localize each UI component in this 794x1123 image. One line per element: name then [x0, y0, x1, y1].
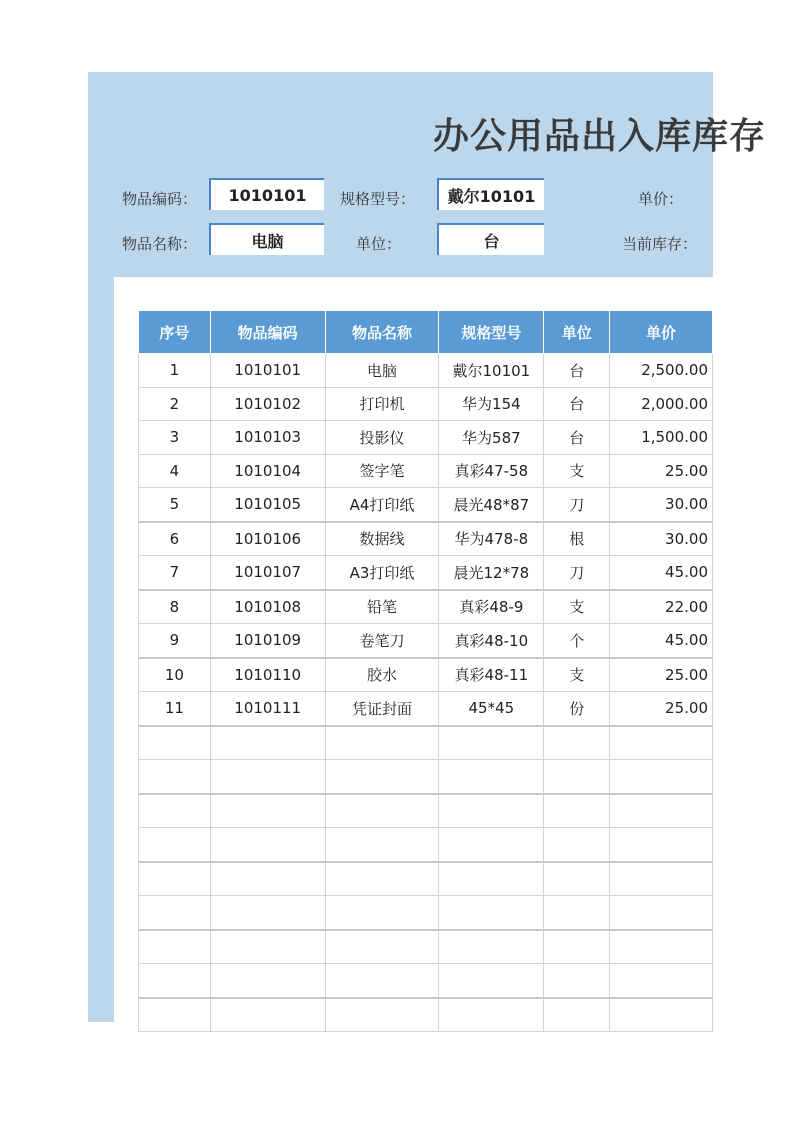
empty-cell[interactable] — [610, 828, 713, 862]
empty-cell[interactable] — [544, 794, 610, 828]
empty-cell[interactable] — [544, 930, 610, 964]
cell-index[interactable]: 1 — [139, 354, 211, 388]
cell-code[interactable]: 1010111 — [210, 692, 325, 726]
cell-unit[interactable]: 台 — [544, 387, 610, 421]
name-field[interactable]: 电脑 — [209, 223, 324, 255]
empty-cell[interactable] — [439, 828, 544, 862]
header-price[interactable]: 单价 — [610, 311, 713, 354]
cell-index[interactable]: 4 — [139, 454, 211, 488]
cell-code[interactable]: 1010107 — [210, 556, 325, 590]
cell-index[interactable]: 2 — [139, 387, 211, 421]
cell-name[interactable]: 卷笔刀 — [325, 624, 439, 658]
cell-code[interactable]: 1010106 — [210, 522, 325, 556]
cell-unit[interactable]: 台 — [544, 354, 610, 388]
header-code[interactable]: 物品编码 — [210, 311, 325, 354]
cell-unit[interactable]: 台 — [544, 421, 610, 455]
empty-cell[interactable] — [139, 760, 211, 794]
empty-cell[interactable] — [610, 726, 713, 760]
empty-cell[interactable] — [544, 828, 610, 862]
cell-price[interactable]: 25.00 — [610, 658, 713, 692]
unit-field[interactable]: 台 — [437, 223, 544, 255]
empty-table-row — [139, 964, 713, 998]
empty-table-row — [139, 862, 713, 896]
cell-price[interactable]: 22.00 — [610, 590, 713, 624]
cell-unit[interactable]: 份 — [544, 692, 610, 726]
empty-table-row — [139, 930, 713, 964]
cell-spec[interactable]: 真彩48-11 — [439, 658, 544, 692]
empty-cell[interactable] — [439, 896, 544, 930]
cell-price[interactable]: 45.00 — [610, 556, 713, 590]
cell-code[interactable]: 1010110 — [210, 658, 325, 692]
table-row — [139, 387, 713, 421]
table-body — [139, 354, 713, 1032]
table-row — [139, 590, 713, 624]
cell-unit[interactable]: 根 — [544, 522, 610, 556]
spec-field[interactable]: 戴尔10101 — [437, 178, 544, 210]
cell-spec[interactable]: 华为478-8 — [439, 522, 544, 556]
empty-table-row — [139, 998, 713, 1032]
empty-cell[interactable] — [439, 930, 544, 964]
cell-spec[interactable]: 晨光12*78 — [439, 556, 544, 590]
empty-cell[interactable] — [139, 862, 211, 896]
cell-price[interactable]: 45.00 — [610, 624, 713, 658]
empty-cell[interactable] — [210, 896, 325, 930]
empty-cell[interactable] — [325, 862, 439, 896]
cell-spec[interactable]: 真彩48-9 — [439, 590, 544, 624]
table-row — [139, 454, 713, 488]
cell-unit[interactable]: 个 — [544, 624, 610, 658]
unit-label: 单位： — [356, 235, 402, 253]
header-name[interactable]: 物品名称 — [325, 311, 439, 354]
cell-code[interactable]: 1010109 — [210, 624, 325, 658]
empty-cell[interactable] — [544, 862, 610, 896]
cell-spec[interactable]: 晨光48*87 — [439, 488, 544, 522]
empty-cell[interactable] — [544, 726, 610, 760]
empty-cell[interactable] — [439, 964, 544, 998]
cell-spec[interactable]: 戴尔10101 — [439, 354, 544, 388]
cell-index[interactable]: 9 — [139, 624, 211, 658]
empty-cell[interactable] — [610, 930, 713, 964]
empty-cell[interactable] — [210, 930, 325, 964]
empty-cell[interactable] — [610, 896, 713, 930]
empty-cell[interactable] — [210, 862, 325, 896]
cell-price[interactable]: 2,000.00 — [610, 387, 713, 421]
page-title: 办公用品出入库库存 — [433, 116, 767, 157]
code-field[interactable]: 1010101 — [209, 178, 324, 210]
empty-cell[interactable] — [139, 726, 211, 760]
cell-unit[interactable]: 支 — [544, 454, 610, 488]
empty-table-row — [139, 828, 713, 862]
table-row — [139, 354, 713, 388]
cell-name[interactable]: A4打印纸 — [325, 488, 439, 522]
cell-unit[interactable]: 支 — [544, 590, 610, 624]
inventory-sheet — [88, 72, 767, 1022]
cell-unit[interactable]: 刀 — [544, 556, 610, 590]
cell-name[interactable]: 签字笔 — [325, 454, 439, 488]
empty-cell[interactable] — [210, 828, 325, 862]
cell-price[interactable]: 25.00 — [610, 454, 713, 488]
empty-cell[interactable] — [325, 896, 439, 930]
cell-code[interactable]: 1010105 — [210, 488, 325, 522]
cell-price[interactable]: 2,500.00 — [610, 354, 713, 388]
empty-cell[interactable] — [210, 794, 325, 828]
empty-cell[interactable] — [325, 760, 439, 794]
cell-spec[interactable]: 华为154 — [439, 387, 544, 421]
cell-name[interactable]: A3打印纸 — [325, 556, 439, 590]
cell-name[interactable]: 电脑 — [325, 354, 439, 388]
cell-code[interactable]: 1010103 — [210, 421, 325, 455]
cell-name[interactable]: 投影仪 — [325, 421, 439, 455]
table-row — [139, 624, 713, 658]
empty-cell[interactable] — [610, 964, 713, 998]
table-row — [139, 421, 713, 455]
empty-cell[interactable] — [610, 862, 713, 896]
empty-cell[interactable] — [610, 794, 713, 828]
empty-table-row — [139, 726, 713, 760]
empty-cell[interactable] — [610, 998, 713, 1032]
stock-label: 当前库存： — [622, 235, 698, 253]
table-row — [139, 488, 713, 522]
code-label: 物品编码： — [122, 190, 198, 208]
cell-name[interactable]: 铅笔 — [325, 590, 439, 624]
cell-index[interactable]: 6 — [139, 522, 211, 556]
empty-cell[interactable] — [139, 964, 211, 998]
empty-cell[interactable] — [439, 794, 544, 828]
empty-cell[interactable] — [544, 896, 610, 930]
cell-price[interactable]: 1,500.00 — [610, 421, 713, 455]
cell-price[interactable]: 30.00 — [610, 488, 713, 522]
table-row — [139, 522, 713, 556]
cell-index[interactable]: 11 — [139, 692, 211, 726]
empty-cell[interactable] — [210, 760, 325, 794]
empty-cell[interactable] — [610, 760, 713, 794]
cell-code[interactable]: 1010108 — [210, 590, 325, 624]
empty-cell[interactable] — [544, 998, 610, 1032]
empty-table-row — [139, 896, 713, 930]
cell-price[interactable]: 30.00 — [610, 522, 713, 556]
empty-table-row — [139, 760, 713, 794]
spec-label: 规格型号： — [340, 190, 416, 208]
cell-price[interactable]: 25.00 — [610, 692, 713, 726]
table-row — [139, 692, 713, 726]
header-index[interactable]: 序号 — [139, 311, 211, 354]
cell-index[interactable]: 5 — [139, 488, 211, 522]
empty-cell[interactable] — [325, 930, 439, 964]
empty-cell[interactable] — [544, 760, 610, 794]
empty-cell[interactable] — [139, 998, 211, 1032]
cell-spec[interactable]: 45*45 — [439, 692, 544, 726]
empty-cell[interactable] — [439, 726, 544, 760]
cell-unit[interactable]: 支 — [544, 658, 610, 692]
cell-name[interactable]: 凭证封面 — [325, 692, 439, 726]
empty-cell[interactable] — [139, 930, 211, 964]
inventory-table — [138, 310, 713, 1032]
cell-code[interactable]: 1010102 — [210, 387, 325, 421]
table-row — [139, 556, 713, 590]
empty-cell[interactable] — [139, 794, 211, 828]
cell-spec[interactable]: 真彩48-10 — [439, 624, 544, 658]
cell-unit[interactable]: 刀 — [544, 488, 610, 522]
empty-cell[interactable] — [325, 794, 439, 828]
cell-name[interactable]: 打印机 — [325, 387, 439, 421]
cell-index[interactable]: 8 — [139, 590, 211, 624]
empty-cell[interactable] — [210, 726, 325, 760]
empty-cell[interactable] — [210, 998, 325, 1032]
empty-cell[interactable] — [325, 828, 439, 862]
empty-cell[interactable] — [139, 828, 211, 862]
header-spec[interactable]: 规格型号 — [439, 311, 544, 354]
table-row — [139, 658, 713, 692]
empty-cell[interactable] — [325, 726, 439, 760]
empty-cell[interactable] — [210, 964, 325, 998]
cell-index[interactable]: 7 — [139, 556, 211, 590]
empty-table-row — [139, 794, 713, 828]
empty-cell[interactable] — [544, 964, 610, 998]
empty-cell[interactable] — [439, 998, 544, 1032]
empty-cell[interactable] — [325, 964, 439, 998]
empty-cell[interactable] — [325, 998, 439, 1032]
header-unit[interactable]: 单位 — [544, 311, 610, 354]
price-label: 单价： — [638, 190, 684, 208]
cell-index[interactable]: 10 — [139, 658, 211, 692]
empty-cell[interactable] — [439, 862, 544, 896]
cell-code[interactable]: 1010104 — [210, 454, 325, 488]
empty-cell[interactable] — [139, 896, 211, 930]
cell-code[interactable]: 1010101 — [210, 354, 325, 388]
cell-spec[interactable]: 真彩47-58 — [439, 454, 544, 488]
cell-name[interactable]: 数据线 — [325, 522, 439, 556]
empty-cell[interactable] — [439, 760, 544, 794]
cell-name[interactable]: 胶水 — [325, 658, 439, 692]
name-label: 物品名称： — [122, 235, 198, 253]
cell-spec[interactable]: 华为587 — [439, 421, 544, 455]
table-header-row — [139, 311, 713, 354]
cell-index[interactable]: 3 — [139, 421, 211, 455]
